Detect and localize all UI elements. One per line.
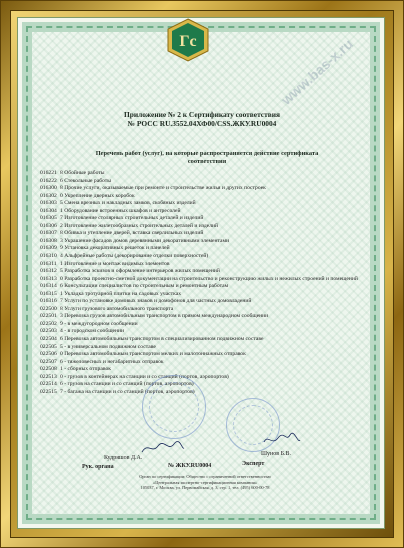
item-text: 2 Изготовление жилетообразных строительных деталей и изделий: [60, 222, 219, 229]
signer-right-role: Эксперт: [242, 461, 265, 467]
item-text: 0 Перевозка автомобильным транспортом мелких и малотоннажных отправок: [60, 351, 246, 358]
item-text: 0 Разработка проектно-сметной документации на строительство и реконструкцию жилых и нежилых строений и помещений: [60, 275, 358, 282]
item-code: 022507: [40, 358, 57, 365]
list-item: [40, 313, 368, 321]
title-line-1: Приложение № 2 к Сертификату соответствия: [124, 110, 280, 119]
item-text: 6 Стекольные работы: [60, 177, 111, 184]
item-text: 5 Смена врезных и накладных замков, скобяных изделий: [60, 200, 196, 207]
item-text: 3 Украшение фасадов домов деревянными декоративными элементами: [60, 237, 230, 244]
item-code: 016316: [40, 298, 57, 305]
list-item: [40, 238, 368, 246]
item-text: 4 Альфрейные работы (декорирование отделки поверхностей): [60, 253, 209, 260]
item-code: 016310: [40, 253, 57, 260]
list-item: [40, 351, 368, 359]
certification-emblem-icon: [166, 18, 210, 62]
document-subtitle: [46, 150, 368, 166]
item-code: 022515: [40, 388, 57, 395]
footer-line-2: «Центральная экспертно-сертификационная компания»: [153, 479, 257, 485]
item-text: 7 Изготовление столярных строительных деталей и изделий: [60, 215, 204, 222]
item-text: 3 Перевозка грузов автомобильным транспортом в прямом международном сообщении: [60, 313, 269, 320]
item-text: 8 Услуги грузового автомобильного транспорта: [60, 305, 174, 312]
item-text: 5 Разработка эскизов и оформление интерьеров жилых помещений: [60, 268, 220, 275]
list-item: [40, 306, 368, 314]
item-text: 4 - в городском сообщении: [60, 328, 124, 335]
footer-line-3: 105037, г. Москва, ул. Первомайская, д. 3, стр. 1, тел. (495) 600-00-78: [140, 485, 270, 491]
item-code: 022503: [40, 328, 57, 335]
list-item: [40, 328, 368, 336]
item-text: 1 Оборудование встроенных шкафов и антресолей: [60, 207, 181, 214]
document-title: [36, 110, 368, 128]
list-item: [40, 200, 368, 208]
item-code: 016315: [40, 290, 57, 297]
list-item: [40, 193, 368, 201]
item-text: 8 Прочие услуги, оказываемые при ремонте и строительстве жилья и других построек: [60, 185, 266, 192]
title-line-2: № РОСС RU.3552.04ХФ00/CSS.ЖКУ.RU0004: [127, 119, 277, 128]
list-item: [40, 170, 368, 178]
list-item: [40, 268, 368, 276]
item-text: 9 Установка декоративных решеток и панелей: [60, 245, 170, 252]
item-code: 016311: [40, 260, 57, 267]
list-item: [40, 321, 368, 329]
item-code: 022504: [40, 336, 57, 343]
certificate-number: № ЖКУ.RU0004: [168, 463, 212, 469]
item-code: 016222: [40, 177, 57, 184]
watermark-text: www.bas-x.ru: [278, 35, 356, 108]
item-code: 022513: [40, 373, 57, 380]
item-code: 016305: [40, 215, 57, 222]
signer-left-name: Кудряшов Д.А.: [104, 455, 143, 461]
item-text: 6 - тяжеловесных и негабаритных отправок: [60, 358, 164, 365]
item-code: 016313: [40, 275, 57, 282]
subtitle-line-2: соответствия: [187, 158, 227, 165]
item-text: 6 Консультации специалистов по строительным и ремонтным работам: [60, 283, 229, 290]
emblem-text: Гс: [179, 33, 197, 50]
item-text: 1 Изготовление и монтаж видимых элементов: [60, 260, 170, 267]
subtitle-line-1: Перечень работ (услуг), на которые распространяется действие сертификата: [95, 150, 319, 157]
item-code: 016307: [40, 230, 57, 237]
list-item: [40, 230, 368, 238]
item-text: 9 - в междугородном сообщении: [60, 320, 138, 327]
list-item: [40, 178, 368, 186]
list-item: [40, 366, 368, 374]
signer-right-name: Шунов Б.В.: [261, 451, 292, 457]
item-code: 016221: [40, 170, 57, 176]
signature-left-mark: [140, 440, 186, 456]
list-item: [40, 291, 368, 299]
item-text: 6 Перевозка автомобильным транспортом в специализированном подвижном составе: [60, 336, 264, 343]
item-code: 022505: [40, 343, 57, 350]
item-code: 016312: [40, 268, 57, 275]
issuer-footer: [110, 474, 300, 491]
item-text: 0 Укрепление дверных коробок: [60, 192, 135, 199]
list-item: [40, 208, 368, 216]
list-item: [40, 344, 368, 352]
list-item: [40, 223, 368, 231]
item-text: 8 Обойные работы: [60, 170, 105, 176]
item-code: 022514: [40, 381, 57, 388]
item-code: 016304: [40, 207, 57, 214]
signer-left-role: Рук. органа: [82, 464, 114, 470]
item-code: 016303: [40, 200, 57, 207]
item-text: 5 - в универсальном подвижном составе: [60, 343, 156, 350]
item-code: 016314: [40, 283, 57, 290]
list-item: [40, 359, 368, 367]
list-item: [40, 185, 368, 193]
item-text: 8 Обивка и утепление дверей, вставка сверлильных изделий: [60, 230, 204, 237]
list-item: [40, 245, 368, 253]
item-text: 0 - грузов в контейнерах на станции и со станций (портов, аэропортов): [60, 373, 229, 380]
item-text: 6 - грузов на станции и со станций (портов, аэропортов): [60, 381, 194, 388]
item-text: 1 - сборных отправок: [60, 366, 111, 373]
item-code: 022508: [40, 366, 57, 373]
list-item: [40, 374, 368, 382]
signature-right-mark: [262, 432, 302, 448]
item-code: 022502: [40, 320, 57, 327]
footer-line-1: Орган по сертификации: Общество с ограниченной ответственностью: [139, 474, 271, 479]
list-item: [40, 381, 368, 389]
list-item: [40, 298, 368, 306]
services-list: [40, 170, 368, 396]
item-text: 1 Укладка тротуарной плитки на садовых участках: [60, 290, 182, 297]
list-item: [40, 283, 368, 291]
item-code: 022506: [40, 351, 57, 358]
item-code: 016300: [40, 185, 57, 192]
item-text: 7 - багажа на станции и со станций (портов, аэропортов): [60, 388, 195, 395]
item-code: 016308: [40, 237, 57, 244]
round-stamp-left: [142, 375, 206, 439]
item-code: 022501: [40, 313, 57, 320]
item-code: 016306: [40, 222, 57, 229]
list-item: [40, 261, 368, 269]
item-text: 7 Услуги по установке домовых знаков и домофонов для частных домовладений: [60, 298, 252, 305]
list-item: [40, 276, 368, 284]
list-item: [40, 253, 368, 261]
item-code: 022500: [40, 305, 57, 312]
item-code: 016309: [40, 245, 57, 252]
list-item: [40, 215, 368, 223]
item-code: 016302: [40, 192, 57, 199]
list-item: [40, 336, 368, 344]
